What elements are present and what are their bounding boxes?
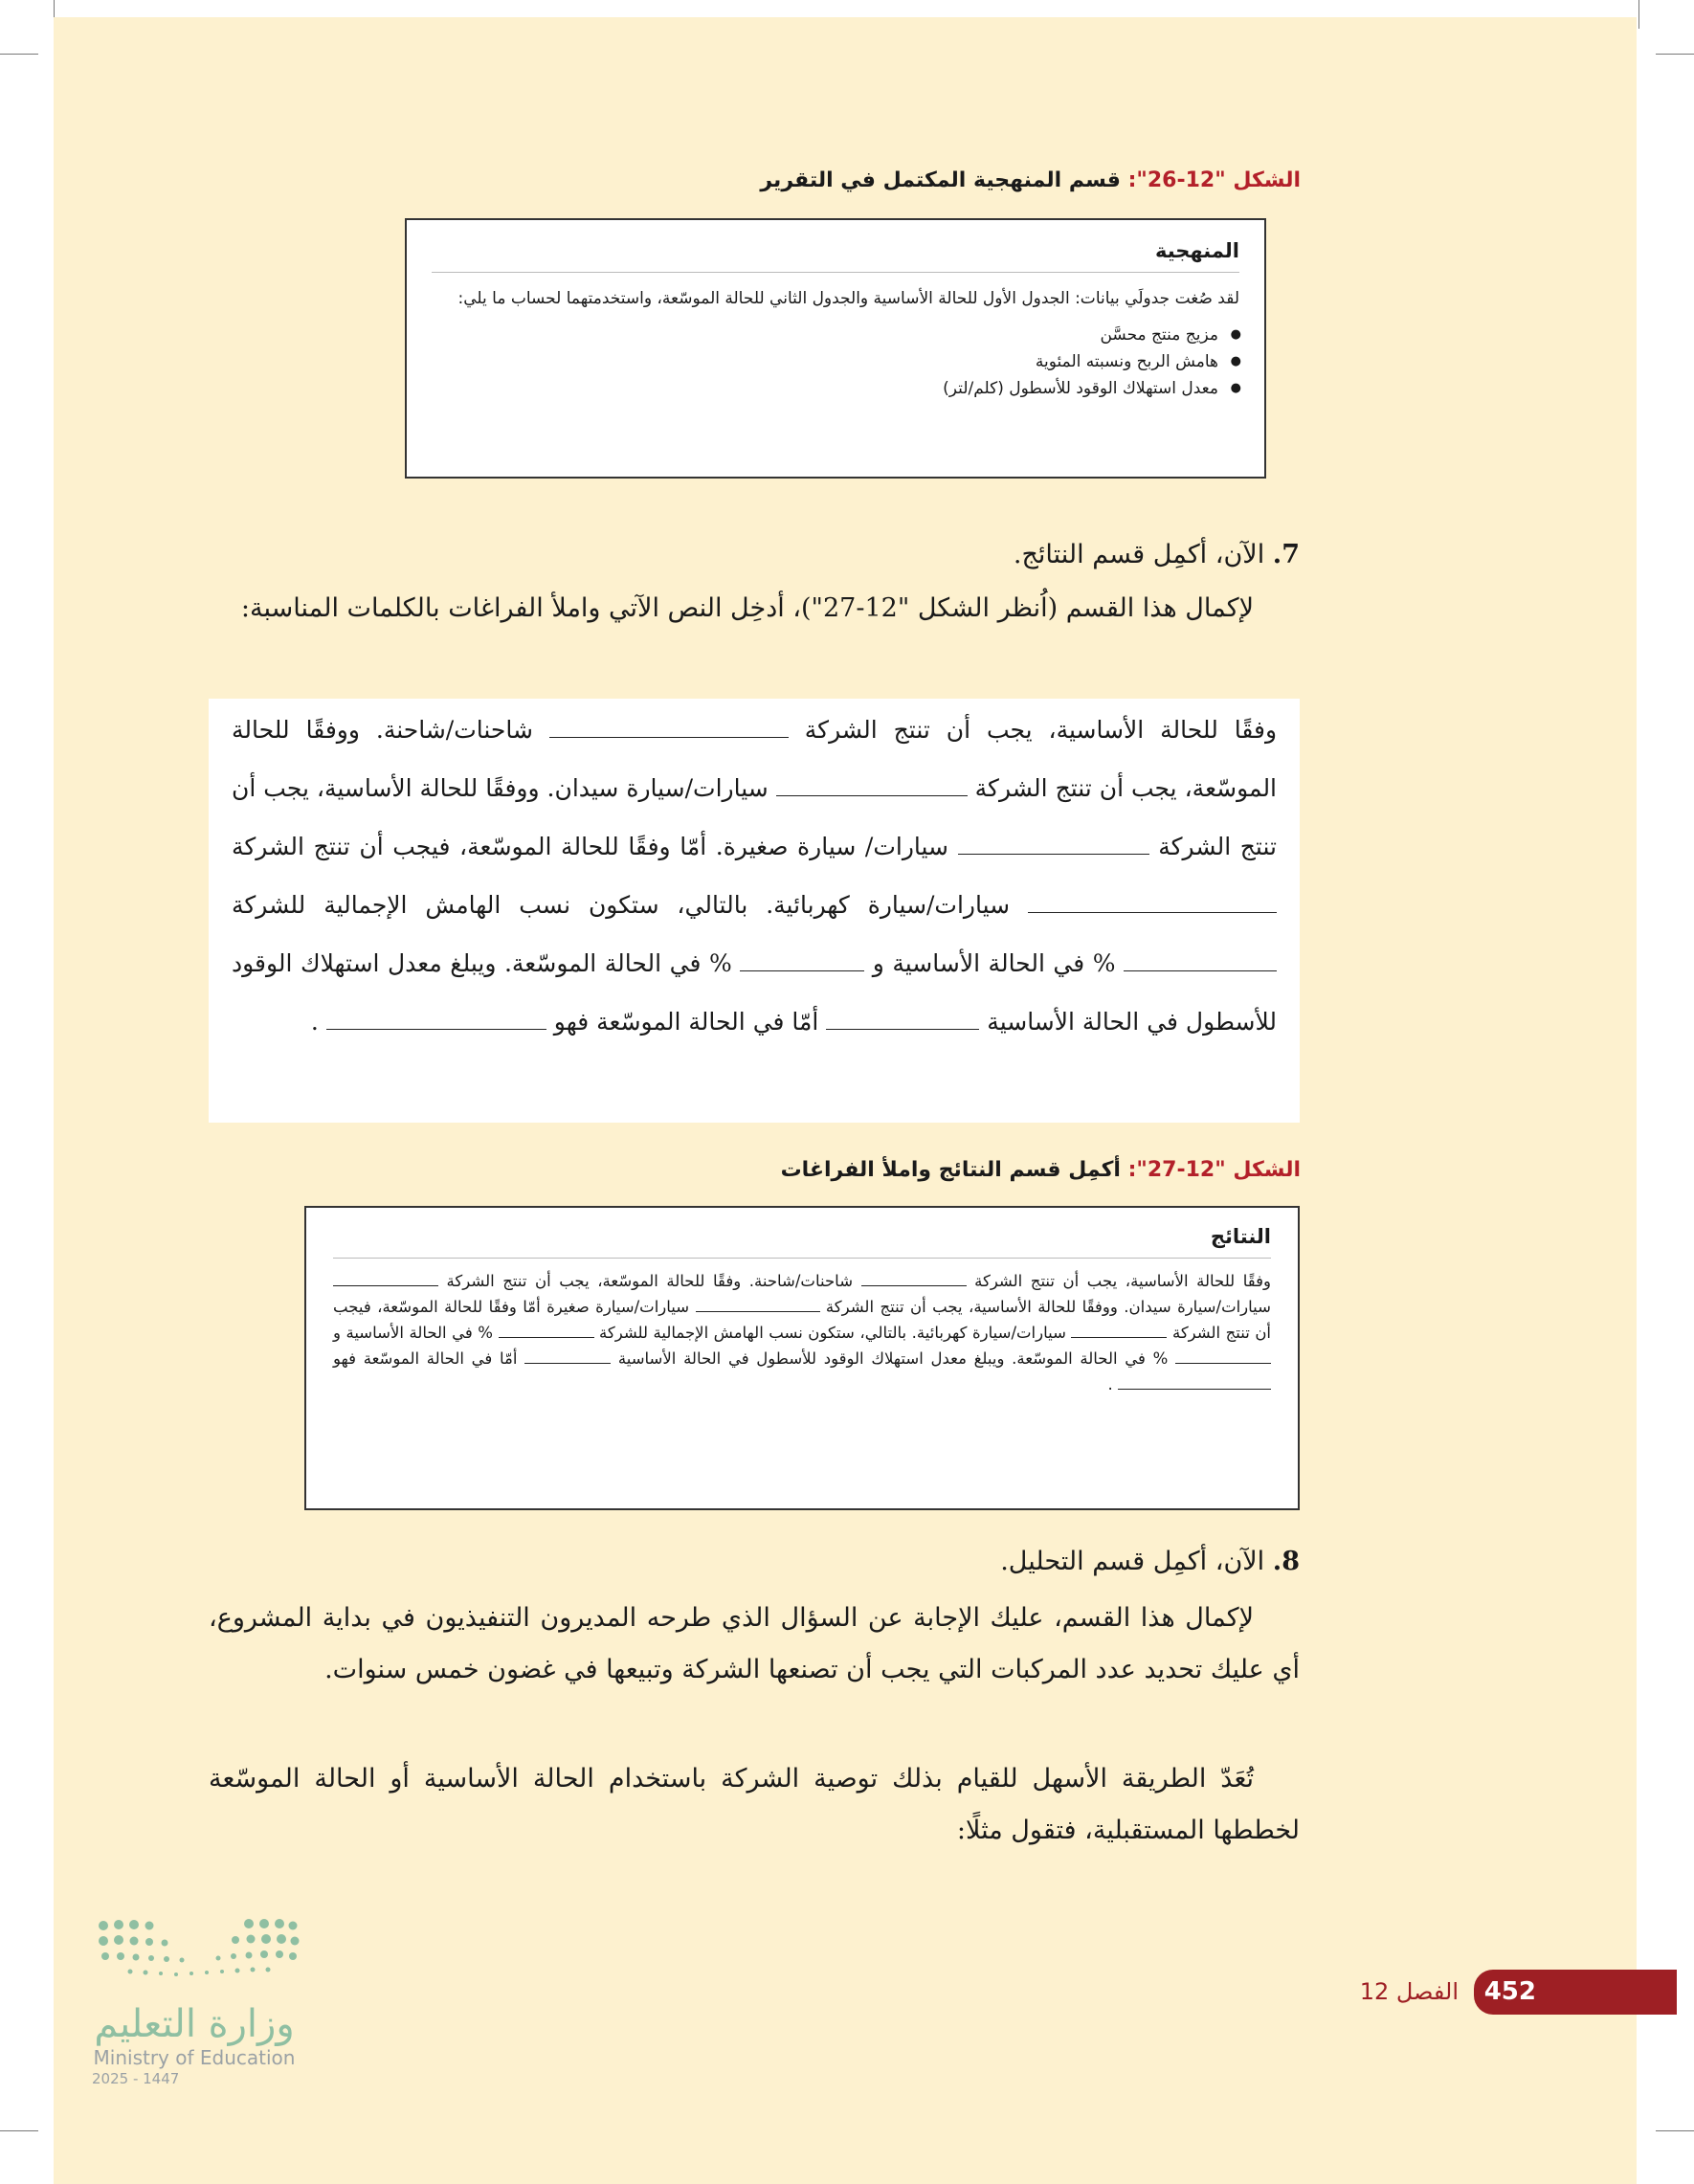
blank-line [1175,1351,1271,1364]
blank-line [1124,953,1277,971]
figure-27-caption [781,1158,1301,1182]
list-item: ● هامش الربح ونسبته المئوية [432,348,1218,375]
results-text-segment: % [1152,1349,1169,1368]
blank-line [1118,1377,1271,1390]
results-text-segment: وفقًا للحالة الأساسية، يجب أن تنتج الشركة [974,1272,1271,1290]
fill-text-segment: الوقود للأسطول في الحالة الأساسية [232,949,1277,1036]
step-8-paragraph-2: تُعَدّ الطريقة الأسهل للقيام بذلك توصية الشركة باستخدام الحالة الأساسية أو الحالة الموسّعة لخططها المستقبلية، فتقول مثلًا: [209,1764,1300,1845]
blank-line [499,1326,594,1338]
figure-27-title: أكمِل قسم النتائج واملأ الفراغات [780,1158,1121,1182]
results-text-segment: بالتالي، ستكون نسب الهامش الإجمالية للشركة [599,1324,907,1342]
step-8-heading [821,1536,1300,1588]
fill-text-segment: . [310,1008,319,1036]
step-7-instruction: لإكمال هذا القسم (اُنظر الشكل "12-27")، أدخِل النص الآتي واملأ الفراغات بالكلمات المناسبة: [240,593,1254,623]
list-item: ● معدل استهلاك الوقود للأسطول (كلم/لتر) [432,375,1218,402]
crop-mark [1656,54,1694,55]
results-text-segment: شاحنات/شاحنة. وفقًا للحالة الموسّعة، يجب أن تنتج [502,1272,854,1290]
figure-26-caption [760,168,1301,192]
blank-line [776,778,968,796]
ministry-name-ar: وزارة التعليم [94,2002,295,2046]
fill-text-segment: سيدان. ووفقًا للحالة الأساسية، يجب أن تنتج الشركة [232,774,1277,860]
crop-mark [0,54,38,55]
results-text-segment: سيارات/سيارة كهربائية. [911,1324,1066,1342]
blank-line [958,836,1149,855]
blank-line [696,1300,820,1312]
methodology-box [405,218,1266,479]
fill-in-text [209,699,1300,1123]
blank-line [826,1012,979,1030]
ministry-name-en: Ministry of Education [93,2046,296,2069]
fill-text-segment: أمّا في الحالة الموسّعة فهو [553,1008,819,1036]
crop-mark [0,2130,38,2131]
fill-text-segment: % في الحالة الأساسية و [872,949,1116,977]
results-text-segment: الشركة [446,1272,495,1290]
fill-text-segment: شاحنات/شاحنة. [375,716,533,744]
figure-26-label: الشكل "12-26": [1127,168,1301,192]
blank-line [524,1351,611,1364]
results-text-segment: في الحالة الموسّعة. ويبلغ معدل استهلاك الوقود للأسطول في الحالة الأساسية [617,1349,1146,1368]
divider [333,1258,1271,1259]
fill-text-segment: سيارات/سيارة كهربائية. بالتالي، ستكون نسب الهامش الإجمالية للشركة [232,891,1011,919]
fill-text-segment: ووفقًا للحالة الموسّعة، يجب أن تنتج الشركة [232,716,1278,802]
blank-line [740,953,864,971]
blank-line [1071,1326,1167,1338]
chapter-label: الفصل 12 [1359,1978,1459,2005]
results-text-segment: % في الحالة الأساسية و [333,1324,493,1342]
page-number: 452 [1483,1977,1536,2006]
results-text-segment: فهو [333,1349,357,1368]
ministry-logo-icon [92,1914,302,1989]
fill-text-segment: وفقًا للحالة الأساسية، يجب أن تنتج الشركة [804,716,1278,744]
results-text-segment: سيارات/سيارة سيدان. ووفقًا للحالة الأساسية، يجب أن تنتج الشركة [825,1298,1271,1316]
blank-line [861,1274,967,1286]
fill-paragraph [232,701,1277,1051]
blank-line [333,1274,438,1286]
blank-line [1028,895,1277,913]
methodology-heading: المنهجية [1154,239,1239,262]
methodology-list [432,322,1239,402]
methodology-intro: لقد صُغت جدولَي بيانات: الجدول الأول للحالة الأساسية والجدول الثاني للحالة الموسّعة، واستخدمتهما لحساب ما يلي: [457,289,1239,308]
step-title: الآن، أكمِل قسم النتائج. [1013,540,1265,569]
step-number: 7. [1272,540,1300,569]
fill-text-segment: سيارة صغيرة. أمّا وفقًا للحالة الموسّعة، فيجب أن تنتج الشركة [232,833,857,860]
fill-text-segment: سيارات/ [864,833,949,860]
list-item: ● مزيج منتج محسَّن [432,322,1218,348]
blank-line [549,720,789,738]
figure-27-label: الشكل "12-27": [1127,1158,1301,1182]
fill-text-segment: % في الحالة الموسّعة. ويبلغ معدل استهلاك [301,949,732,977]
figure-26-title: قسم المنهجية المكتمل في التقرير [760,168,1121,192]
results-box [304,1206,1300,1510]
results-text-segment: سيارات/سيارة صغيرة أمّا وفقًا للحالة الموسّعة، فيجب أن تنتج الشركة [333,1298,1272,1342]
ministry-year: 2025 - 1447 [92,2070,180,2087]
divider [432,272,1239,273]
crop-mark [1638,0,1639,29]
results-text-segment: أمّا في الحالة الموسّعة [363,1349,518,1368]
step-8-paragraph-1: لإكمال هذا القسم، عليك الإجابة عن السؤال الذي طرحه المديرون التنفيذيون في بداية المشروع، أي عليك تحديد عدد المركبات التي يجب أن تصنعها الشركة وتبيعها في غضون خمس سنوات. [209,1603,1300,1684]
results-heading: النتائج [1210,1225,1271,1248]
crop-mark [1656,2130,1694,2131]
blank-line [326,1012,546,1030]
results-text-segment: . [1107,1375,1113,1393]
step-7-heading [821,529,1300,581]
step-title: الآن، أكمِل قسم التحليل. [1000,1547,1265,1576]
fill-text-segment: سيارات/سيارة [626,774,769,802]
results-paragraph [333,1268,1271,1397]
step-number: 8. [1272,1547,1300,1576]
